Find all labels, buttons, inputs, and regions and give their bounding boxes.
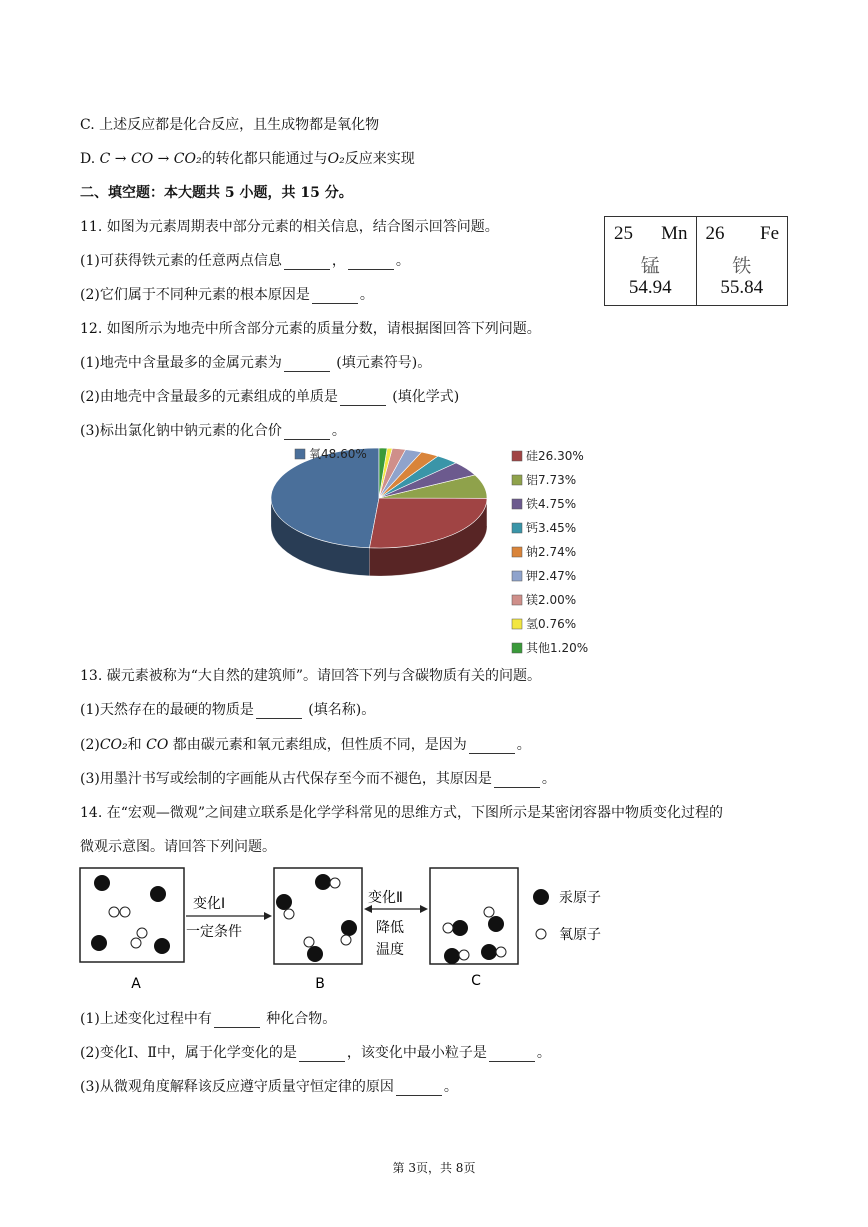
element-symbol: Mn bbox=[661, 223, 688, 244]
q13-3-end: 。 bbox=[541, 771, 556, 787]
change-1-label: 变化Ⅰ bbox=[193, 896, 226, 912]
arrow-head bbox=[420, 905, 428, 913]
answer-blank[interactable] bbox=[312, 289, 358, 304]
q13-2-end: 。 bbox=[516, 737, 531, 753]
option-d-o2: O₂ bbox=[327, 151, 345, 167]
q14-1-end: 种化合物。 bbox=[266, 1011, 337, 1027]
element-cell-mn bbox=[605, 217, 697, 305]
answer-blank[interactable] bbox=[284, 357, 330, 372]
legend-swatch bbox=[512, 475, 522, 485]
arrow-head bbox=[364, 905, 372, 913]
co-formula: CO bbox=[146, 737, 169, 753]
q13-part1 bbox=[80, 699, 375, 719]
page-footer: 第 3页，共 8页 bbox=[392, 1161, 476, 1175]
q11-1-text: (1)可获得铁元素的任意两点信息 bbox=[80, 253, 282, 269]
legend-label: 氢0.76% bbox=[526, 617, 577, 631]
element-cell-fe bbox=[697, 217, 788, 305]
box-c-label: C bbox=[471, 973, 481, 989]
q11-part1 bbox=[80, 250, 410, 270]
box-b-particles bbox=[276, 874, 357, 962]
legend-label: 铁4.75% bbox=[526, 497, 577, 511]
q12-part1 bbox=[80, 352, 431, 372]
q12-3-end: 。 bbox=[331, 423, 346, 439]
q13-1-text: (1)天然存在的最硬的物质是 bbox=[80, 702, 254, 718]
micro-diagram bbox=[78, 862, 638, 997]
co2-formula: CO₂ bbox=[99, 737, 128, 753]
q13-3-text: (3)用墨汁书写或绘制的字画能从古代保存至今而不褪色，其原因是 bbox=[80, 771, 492, 787]
box-a-particles bbox=[91, 875, 170, 954]
q13-2-num: (2) bbox=[80, 737, 100, 753]
atomic-mass: 55.84 bbox=[720, 277, 764, 298]
answer-blank[interactable] bbox=[299, 1047, 345, 1062]
legend-swatch bbox=[512, 571, 522, 581]
q11-stem: 11. 如图为元素周期表中部分元素的相关信息，结合图示回答问题。 bbox=[80, 219, 499, 235]
q14-stem-cont: 微观示意图。请回答下列问题。 bbox=[80, 839, 276, 855]
q14-2-mid: ，该变化中最小粒子是 bbox=[346, 1045, 487, 1061]
q13-part3 bbox=[80, 768, 556, 788]
q11-1-end: 。 bbox=[395, 253, 410, 269]
option-d-formula: C → CO → CO₂ bbox=[99, 151, 202, 167]
legend-swatch bbox=[512, 619, 522, 629]
change-2-condition-1: 降低 bbox=[376, 920, 404, 936]
q13-2-and: 和 bbox=[127, 737, 142, 753]
legend-swatch bbox=[512, 595, 522, 605]
legend-label: 钾2.47% bbox=[526, 569, 577, 583]
q12-stem: 12. 如图所示为地壳中所含部分元素的质量分数，请根据图回答下列问题。 bbox=[80, 321, 541, 337]
q14-part2 bbox=[80, 1042, 551, 1062]
element-name: 锰 bbox=[640, 256, 660, 277]
answer-blank[interactable] bbox=[284, 255, 330, 270]
change-2-condition-2: 温度 bbox=[376, 942, 404, 958]
atomic-number: 25 bbox=[614, 223, 633, 244]
option-d-mid: 的转化都只能通过与 bbox=[201, 151, 328, 167]
q13-stem: 13. 碳元素被称为“大自然的建筑师”。请回答下列与含碳物质有关的问题。 bbox=[80, 668, 542, 684]
atomic-number: 26 bbox=[705, 223, 725, 244]
mercury-atom-legend-icon bbox=[533, 889, 549, 905]
legend-label: 氧48.60% bbox=[309, 447, 367, 461]
answer-blank[interactable] bbox=[489, 1047, 535, 1062]
box-c-particles bbox=[443, 907, 506, 964]
legend-swatch bbox=[512, 643, 522, 653]
box-a-label: A bbox=[131, 976, 141, 992]
q12-part3 bbox=[80, 420, 346, 440]
answer-blank[interactable] bbox=[396, 1081, 442, 1096]
option-d bbox=[80, 148, 415, 168]
element-symbol: Fe bbox=[760, 223, 779, 244]
q11-2-text: (2)它们属于不同种元素的根本原因是 bbox=[80, 287, 310, 303]
arrow-head bbox=[264, 912, 272, 920]
legend-oxygen: 氧原子 bbox=[559, 927, 601, 943]
answer-blank[interactable] bbox=[340, 391, 386, 406]
option-d-end: 反应来实现 bbox=[344, 151, 415, 167]
q12-1-text: (1)地壳中含量最多的金属元素为 bbox=[80, 355, 282, 371]
q14-2-end: 。 bbox=[536, 1045, 551, 1061]
q13-1-end: (填名称)。 bbox=[308, 702, 376, 718]
atomic-mass: 54.94 bbox=[628, 277, 672, 298]
answer-blank[interactable] bbox=[256, 704, 302, 719]
section-heading: 二、填空题：本大题共 5 小题，共 15 分。 bbox=[80, 185, 353, 201]
answer-blank[interactable] bbox=[284, 425, 330, 440]
box-b-label: B bbox=[315, 976, 325, 992]
legend-swatch bbox=[512, 523, 522, 533]
oxygen-atom-legend-icon bbox=[536, 929, 546, 939]
q12-2-end: (填化学式) bbox=[392, 389, 460, 405]
legend-swatch bbox=[512, 499, 522, 509]
answer-blank[interactable] bbox=[348, 255, 394, 270]
crust-element-pie-chart bbox=[250, 440, 630, 660]
option-d-prefix: D. bbox=[80, 151, 96, 167]
q14-3-end: 。 bbox=[443, 1079, 458, 1095]
q14-part1 bbox=[80, 1008, 336, 1028]
legend-swatch bbox=[512, 547, 522, 557]
q14-2-text: (2)变化Ⅰ、Ⅱ中，属于化学变化的是 bbox=[80, 1045, 297, 1061]
q14-stem: 14. 在“宏观—微观”之间建立联系是化学学科常见的思维方式，下图所示是某密闭容器中物质变化过程的 bbox=[80, 805, 724, 821]
legend-label: 其他1.20% bbox=[526, 641, 589, 655]
legend-label: 铝7.73% bbox=[526, 473, 577, 487]
answer-blank[interactable] bbox=[469, 739, 515, 754]
legend-swatch bbox=[512, 451, 522, 461]
legend-label: 钠2.74% bbox=[526, 545, 577, 559]
q14-1-text: (1)上述变化过程中有 bbox=[80, 1011, 212, 1027]
change-2-label: 变化Ⅱ bbox=[368, 890, 403, 906]
q13-2-text: 都由碳元素和氧元素组成，但性质不同，是因为 bbox=[172, 737, 467, 753]
legend-mercury: 汞原子 bbox=[559, 890, 601, 906]
q14-3-text: (3)从微观角度解释该反应遵守质量守恒定律的原因 bbox=[80, 1079, 394, 1095]
q12-1-end: (填元素符号)。 bbox=[336, 355, 432, 371]
legend-label: 硅26.30% bbox=[526, 449, 584, 463]
q11-1-sep: ， bbox=[331, 253, 346, 269]
element-name: 铁 bbox=[732, 256, 752, 277]
answer-blank[interactable] bbox=[494, 773, 540, 788]
q11-2-end: 。 bbox=[359, 287, 374, 303]
q13-part2 bbox=[80, 734, 531, 754]
answer-blank[interactable] bbox=[214, 1013, 260, 1028]
periodic-table-excerpt bbox=[604, 216, 788, 306]
q11-part2 bbox=[80, 284, 374, 304]
q12-part2 bbox=[80, 386, 459, 406]
q14-part3 bbox=[80, 1076, 458, 1096]
legend-swatch bbox=[295, 449, 305, 459]
q12-3-text: (3)标出氯化钠中钠元素的化合价 bbox=[80, 423, 282, 439]
change-1-condition: 一定条件 bbox=[186, 924, 242, 940]
legend-label: 钙3.45% bbox=[526, 521, 577, 535]
q12-2-text: (2)由地壳中含量最多的元素组成的单质是 bbox=[80, 389, 338, 405]
option-c: C. 上述反应都是化合反应，且生成物都是氧化物 bbox=[80, 117, 380, 133]
legend-label: 镁2.00% bbox=[526, 593, 577, 607]
